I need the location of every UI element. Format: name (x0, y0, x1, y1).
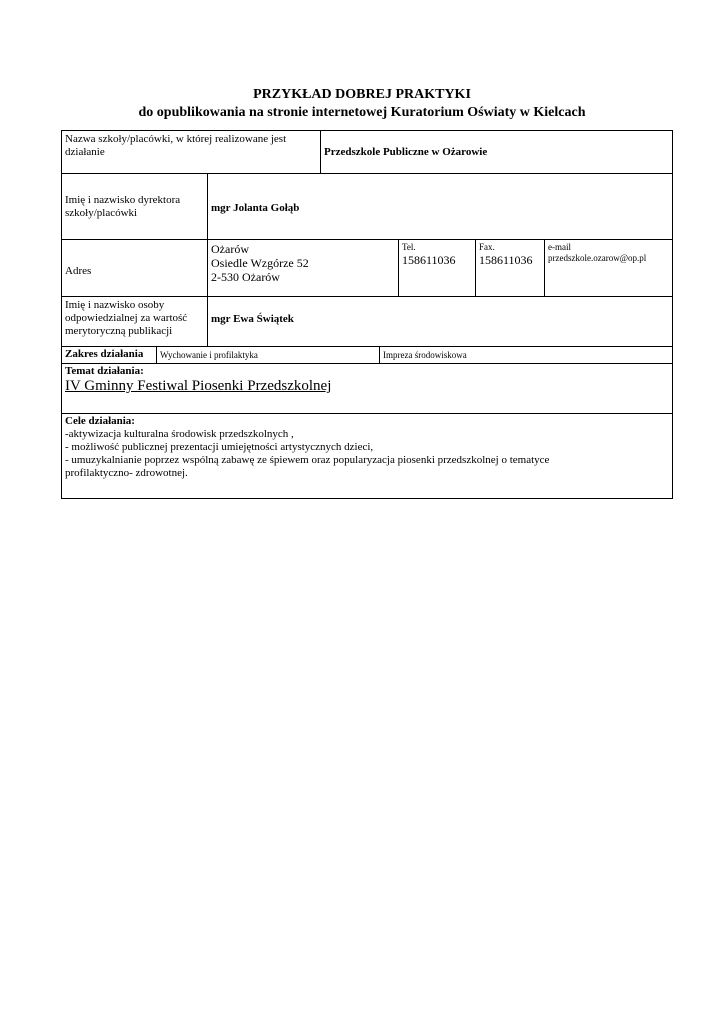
practice-form-table (61, 130, 673, 499)
fax-cell (476, 240, 545, 297)
document-header (0, 86, 724, 122)
fax-value: 158611036 (479, 253, 533, 267)
scope-value-2: Impreza środowiskowa (380, 347, 672, 364)
director-label: Imię i nazwisko dyrektora szkoły/placówki (62, 174, 208, 240)
school-name-value: Przedszkole Publiczne w Ożarowie (321, 131, 672, 174)
responsible-label: Imię i nazwisko osoby odpowiedzialnej za wartość merytoryczną publikacji (62, 297, 208, 347)
goals-cell (62, 414, 672, 498)
goal-item: - umuzykalnianie poprzez wspólną zabawę ze śpiewem oraz popularyzacja piosenki przedszkolnej o tematyce (65, 454, 550, 466)
scope-value-1: Wychowanie i profilaktyka (157, 347, 380, 364)
address-line-2: Osiedle Wzgórze 52 (211, 256, 309, 270)
tel-label: Tel. (402, 242, 416, 252)
goal-item: - możliwość publicznej prezentacji umiejętności artystycznych dzieci, (65, 441, 374, 453)
topic-cell (62, 364, 672, 414)
email-cell (545, 240, 672, 297)
goals-label: Cele działania: (65, 415, 135, 427)
address-line-3: 2-530 Ożarów (211, 270, 280, 284)
topic-label: Temat działania: (65, 365, 144, 377)
topic-value: IV Gminny Festiwal Piosenki Przedszkolnej (65, 378, 332, 394)
email-label: e-mail (548, 242, 571, 252)
scope-label: Zakres działania (62, 347, 157, 364)
document-title: PRZYKŁAD DOBREJ PRAKTYKI (253, 87, 471, 102)
address-label: Adres (62, 240, 208, 297)
tel-cell (399, 240, 476, 297)
address-value (208, 240, 399, 297)
school-name-label: Nazwa szkoły/placówki, w której realizowane jest działanie (62, 131, 321, 174)
address-line-1: Ożarów (211, 242, 249, 256)
tel-value: 158611036 (402, 253, 456, 267)
fax-label: Fax. (479, 242, 495, 252)
responsible-value: mgr Ewa Świątek (208, 297, 672, 347)
document-subtitle: do opublikowania na stronie internetowej Kuratorium Oświaty w Kielcach (138, 105, 586, 120)
email-value: przedszkole.ozarow@op.pl (548, 253, 647, 263)
director-value: mgr Jolanta Gołąb (208, 174, 672, 240)
goal-item: -aktywizacja kulturalna środowisk przedszkolnych , (65, 428, 294, 440)
goal-item: profilaktyczno- zdrowotnej. (65, 467, 188, 479)
